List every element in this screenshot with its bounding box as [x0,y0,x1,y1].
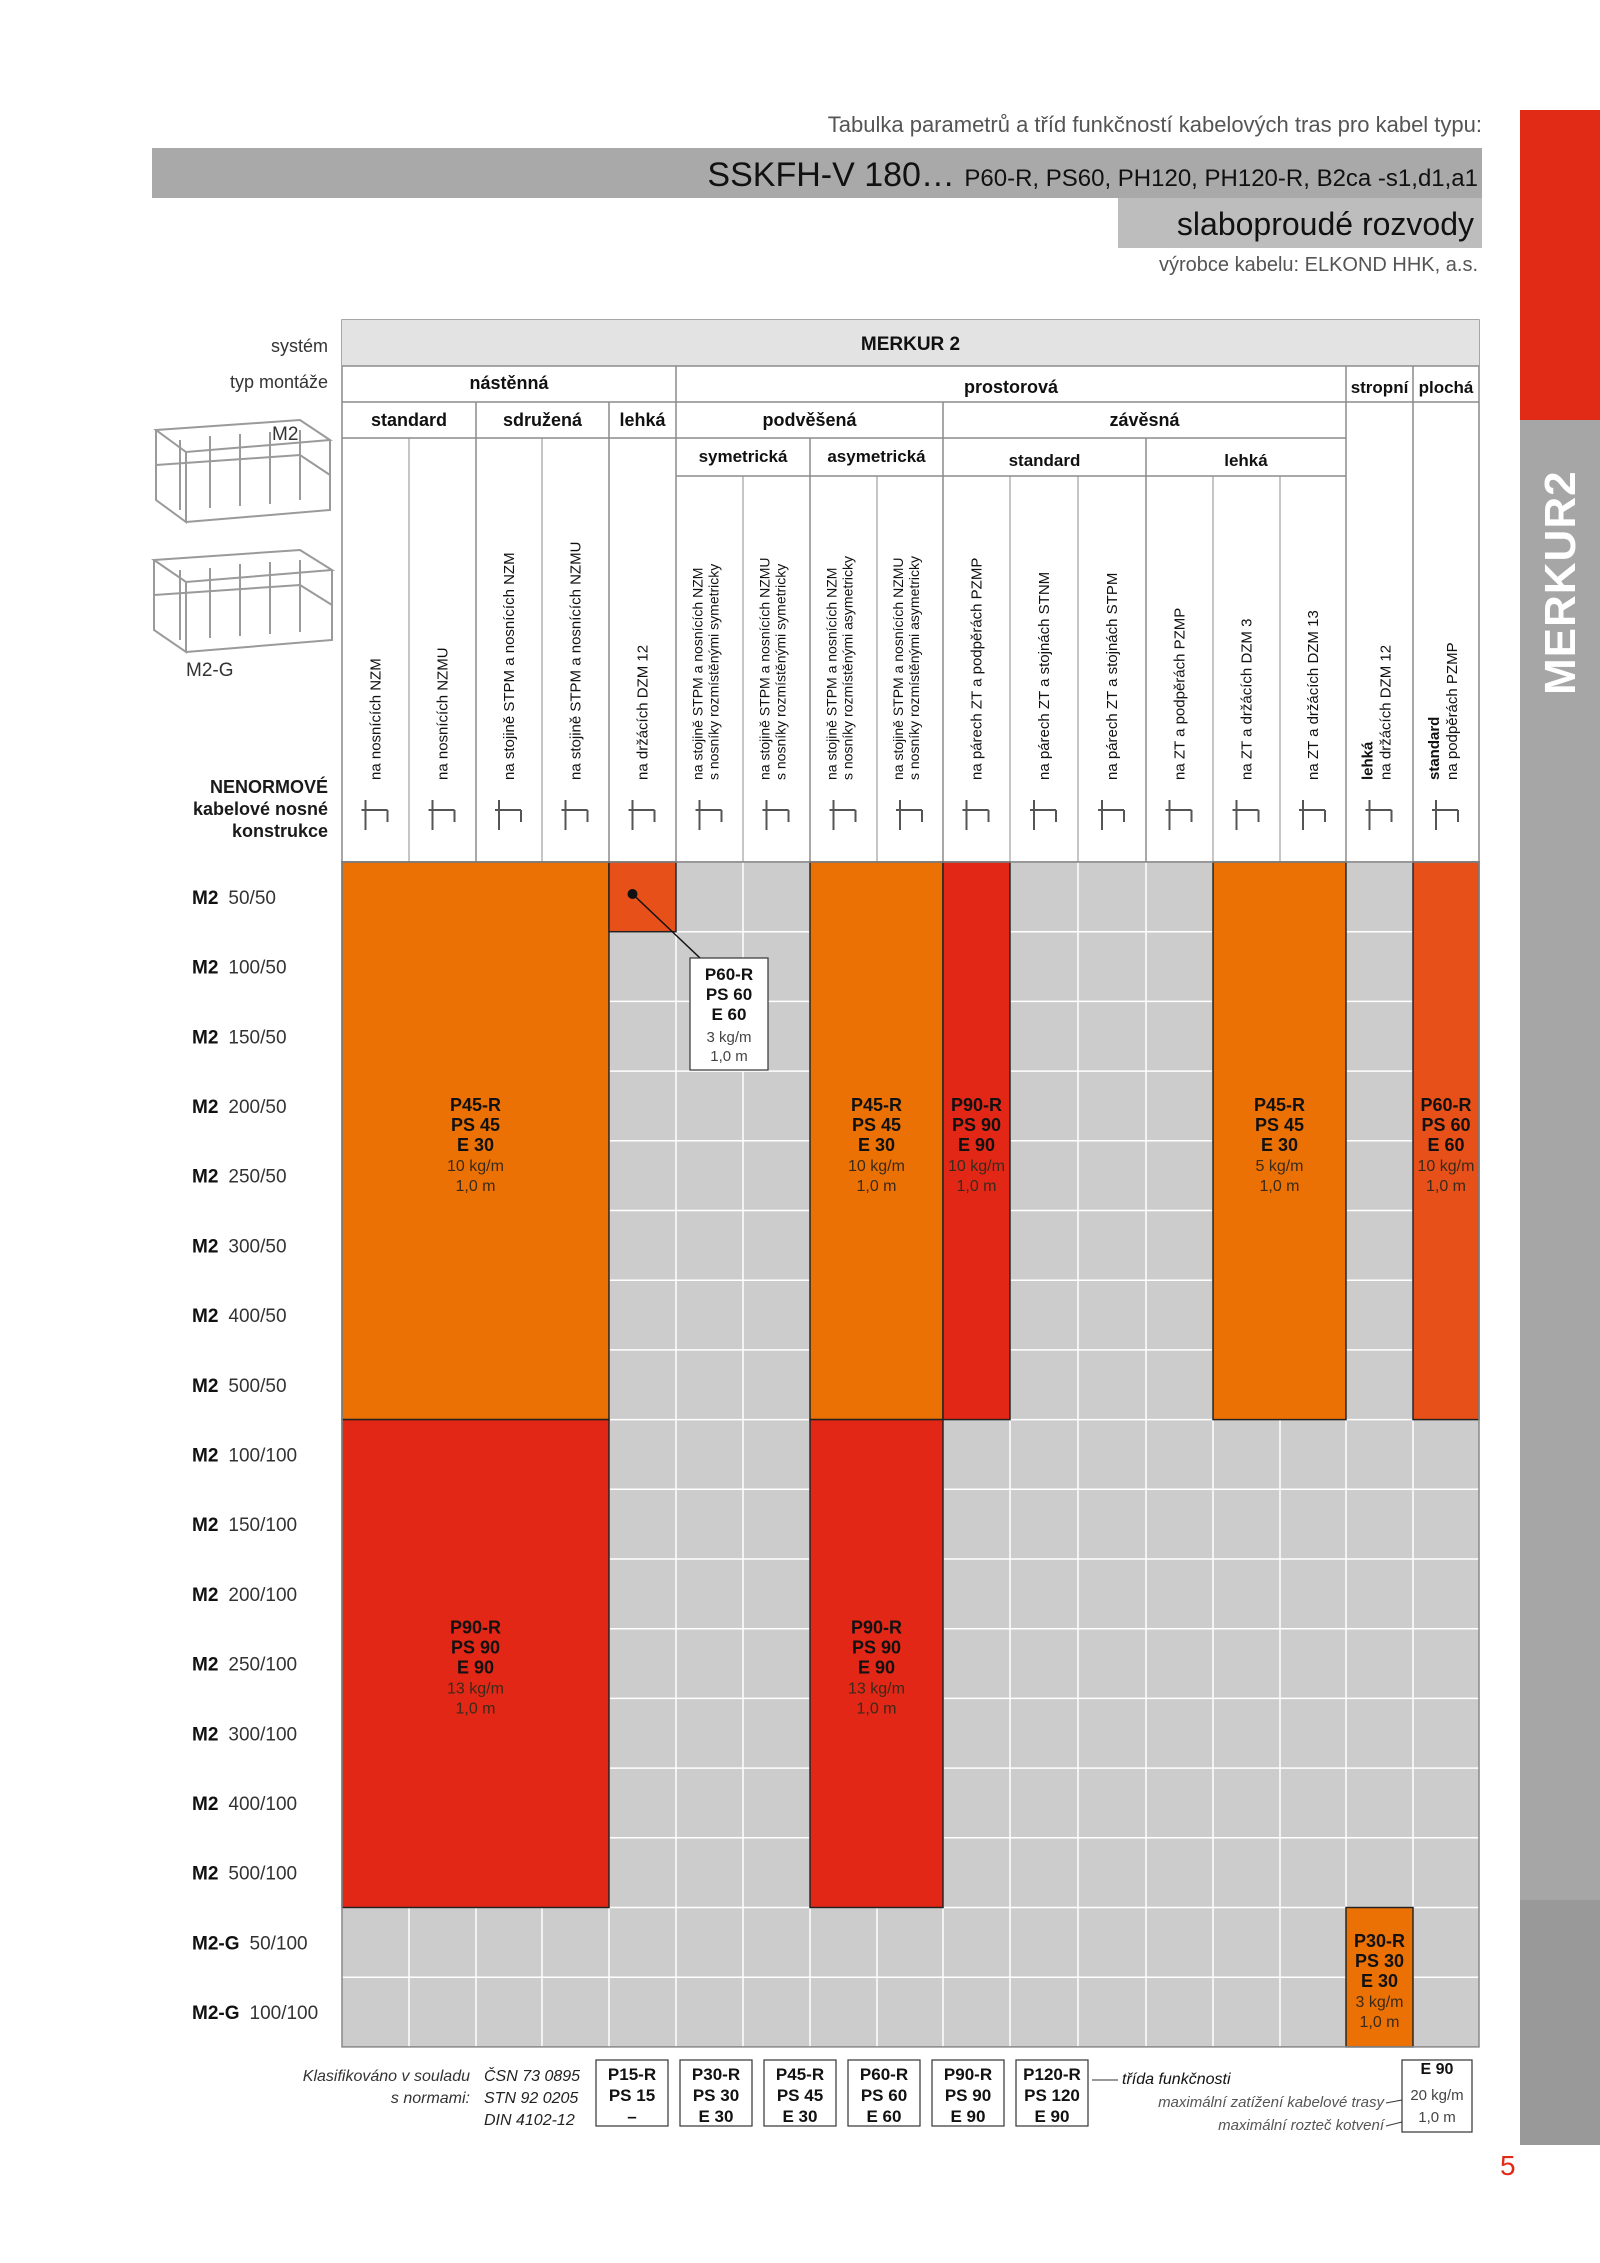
legend-load-label: maximální zatížení kabelové trasy [1158,2094,1384,2111]
legend-box-0-line-0: P15-R [607,2065,657,2084]
col-label-12: na ZT a podpěrách PZMP [1171,607,1189,780]
col-label-14: na ZT a držácích DZM 13 [1305,610,1322,780]
label-system: systém [270,336,328,356]
legend-box-4-line-0: P90-R [943,2065,993,2084]
legend-box-5-line-1: PS 120 [1024,2086,1080,2105]
col-label-15: na držácích DZM 12 [1377,644,1395,780]
col-label-0: na nosnících NZM [367,658,385,780]
subgroup-suspended: podvěšená [762,410,857,430]
legend-box-2-line-1: PS 45 [776,2086,824,2105]
subgroup-light: lehká [619,410,666,430]
class-block-1 [609,862,676,932]
legend-sample-span: 1,0 m [1418,2109,1456,2126]
block-8-class-1: PS 30 [1354,1951,1405,1972]
group-spatial: prostorová [963,377,1059,397]
legend-box-1-line-2: E 30 [698,2107,734,2126]
cable-main: SSKFH-V 180… [707,156,955,194]
col-label-3: na stojině STPM a nosnících NZMU [567,541,585,780]
legend-intro [240,2066,470,2110]
row-label-16 [192,2003,318,2024]
block-2-class-0: P45-R [850,1094,903,1115]
row-tray-type: M2 [192,1306,219,1328]
system-header: MERKUR 2 [860,334,961,355]
row-tray-type: M2 [192,887,219,909]
col-label-15-bold: lehká [1359,741,1377,780]
block-2-class-1: PS 45 [851,1114,902,1135]
intro-text: Tabulka parametrů a tříd funkčností kabelových tras pro kabel typu: [827,112,1482,137]
legend-box-2-line-2: E 30 [782,2107,818,2126]
block-4-span: 1,0 m [1259,1177,1300,1195]
group-ceiling: stropní [1350,378,1409,397]
row-label-8 [192,1445,297,1466]
col-label-2: na stojině STPM a nosnících NZM [501,552,518,780]
row-label-4 [192,1167,287,1188]
row-tray-size: 150/100 [228,1515,298,1537]
col-label-16: na podpěrách PZMP [1444,642,1461,780]
manufacturer: výrobce kabelu: ELKOND HHK, a.s. [1158,254,1478,276]
row-label-10 [192,1585,297,1606]
col-label-7-a: na stojině STPM a nosnících NZM [823,567,840,780]
row-tray-type: M2 [192,1166,219,1188]
row-label-13 [192,1794,297,1815]
row-tray-size: 50/50 [228,887,276,909]
label-nonstandard-1: NENORMOVÉ [209,777,328,797]
legend-intro-2: s normami: [390,2090,470,2107]
legend-box-4-line-2: E 90 [950,2107,986,2126]
block-0-class-0: P45-R [449,1094,502,1115]
block-7-class-0: P90-R [850,1617,903,1638]
block-3-class-1: PS 90 [951,1114,1002,1135]
row-label-2 [192,1027,287,1048]
label-tray-m2g: M2-G [186,660,234,681]
legend-box-2-line-0: P45-R [775,2065,825,2084]
row-tray-type: M2 [192,1236,219,1258]
row-label-6 [192,1306,287,1327]
legend-box-5-line-2: E 90 [1034,2107,1070,2126]
subgroup-hanging: závěsná [1109,410,1180,430]
row-tray-type: M2 [192,1515,219,1537]
block-0-span: 1,0 m [455,1177,496,1195]
block-2-class-2: E 30 [857,1134,896,1155]
row-tray-size: 500/50 [228,1375,287,1397]
legend-box-5-line-0: P120-R [1023,2065,1081,2084]
legend-standard-csn: ČSN 73 0895 [484,2068,581,2085]
callout-load: 3 kg/m [706,1029,752,1046]
sub2-symmetric: symetrická [698,447,788,466]
block-8-load: 3 kg/m [1355,1994,1404,2012]
block-7-span: 1,0 m [856,1700,897,1718]
col-label-8-a: na stojině STPM a nosnících NZMU [890,557,906,780]
row-tray-type: M2-G [192,2003,240,2025]
legend-box-1-line-0: P30-R [691,2065,741,2084]
row-tray-size: 100/100 [228,1445,298,1467]
row-label-12 [192,1724,297,1745]
block-5-class-2: E 60 [1427,1134,1465,1155]
block-7-class-1: PS 90 [851,1637,902,1658]
row-tray-size: 150/50 [228,1027,287,1049]
block-3-class-0: P90-R [950,1094,1003,1115]
block-3-load: 10 kg/m [948,1157,1005,1175]
block-5-load: 10 kg/m [1417,1157,1475,1175]
block-4-load: 5 kg/m [1255,1157,1304,1175]
label-nonstandard-2: kabelové nosné [192,799,328,819]
row-tray-type: M2 [192,1445,219,1467]
row-label-5 [192,1236,287,1257]
col-label-10: na párech ZT a stojnách STNM [1036,571,1053,780]
block-6-span: 1,0 m [455,1700,496,1718]
row-tray-type: M2 [192,1584,219,1606]
block-7-class-2: E 90 [857,1657,896,1678]
label-mount-type: typ montáže [229,372,328,392]
legend-span-label: maximální rozteč kotvení [1218,2117,1384,2134]
legend-standards [484,2066,580,2132]
legend-span-leader [1386,2122,1402,2126]
legend-class-label: třída funkčnosti [1122,2071,1231,2088]
row-label-7 [192,1376,287,1397]
sub2-light: lehká [1224,451,1268,470]
block-2-span: 1,0 m [856,1177,897,1195]
group-flat: plochá [1418,378,1474,397]
col-label-16-bold: standard [1426,716,1443,780]
block-0-class-2: E 30 [456,1134,495,1155]
block-5-span: 1,0 m [1425,1177,1467,1195]
col-label-11: na párech ZT a stojnách STPM [1104,572,1121,780]
row-label-1 [192,958,287,979]
legend-sample-load: 20 kg/m [1410,2087,1464,2104]
legend-load-leader [1386,2100,1402,2103]
subtitle: slaboproudé rozvody [1176,206,1474,242]
legend-box-3-line-2: E 60 [866,2107,902,2126]
legend-box-3-line-0: P60-R [859,2065,909,2084]
row-tray-size: 250/100 [228,1654,298,1676]
callout-class-0: P60-R [704,965,754,984]
row-tray-type: M2 [192,1375,219,1397]
row-tray-size: 250/50 [228,1166,287,1188]
page-number: 5 [1500,2150,1516,2181]
col-label-8-b: s nosníky rozmístěnými asymetricky [906,555,922,780]
row-label-15 [192,1933,308,1954]
row-tray-size: 100/100 [249,2003,319,2025]
block-4-class-1: PS 45 [1254,1114,1305,1135]
block-6-load: 13 kg/m [447,1680,504,1698]
block-5-class-0: P60-R [1420,1094,1472,1115]
legend-box-0-line-2: – [627,2107,637,2126]
block-6-class-1: PS 90 [450,1637,501,1658]
block-3-class-2: E 90 [957,1134,996,1155]
block-6-class-2: E 90 [456,1657,495,1678]
block-6-class-0: P90-R [449,1617,502,1638]
col-label-5-b: s nosníky rozmístěnými symetricky [705,563,722,780]
row-tray-size: 500/100 [228,1863,298,1885]
legend-standard-stn: STN 92 0205 [484,2090,579,2107]
callout-span: 1,0 m [710,1048,748,1065]
row-tray-type: M2 [192,1027,219,1049]
block-8-class-0: P30-R [1353,1931,1406,1952]
label-nonstandard-3: konstrukce [231,821,328,841]
label-tray-m2: M2 [272,424,299,445]
row-tray-type: M2 [192,1793,219,1815]
callout-class-1: PS 60 [705,985,753,1004]
row-tray-type: M2 [192,1724,219,1746]
row-tray-type: M2 [192,1863,219,1885]
legend-sample-class: E 90 [1420,2061,1454,2078]
row-tray-size: 200/50 [228,1096,287,1118]
subgroup-combined: sdružená [502,410,583,430]
block-0-class-1: PS 45 [450,1114,501,1135]
row-label-3 [192,1097,287,1118]
row-tray-size: 200/100 [228,1584,298,1606]
col-label-7-b: s nosníky rozmístěnými asymetricky [839,555,856,780]
legend-box-1-line-1: PS 30 [692,2086,740,2105]
col-label-13: na ZT a držácích DZM 3 [1238,618,1256,780]
row-tray-type: M2-G [192,1933,240,1955]
row-tray-size: 400/50 [228,1306,287,1328]
legend-box-4-line-1: PS 90 [944,2086,992,2105]
legend-box-3-line-1: PS 60 [860,2086,908,2105]
legend-standard-din: DIN 4102-12 [484,2112,575,2129]
brand-logo-text: MERKUR2 [1536,470,1585,695]
row-tray-type: M2 [192,1096,219,1118]
col-label-4: na držácích DZM 12 [634,644,652,780]
row-tray-size: 400/100 [228,1793,298,1815]
block-5-class-1: PS 60 [1421,1114,1471,1135]
col-label-5-a: na stojině STPM a nosnících NZM [689,567,706,780]
row-tray-size: 300/100 [228,1724,298,1746]
block-0-load: 10 kg/m [447,1157,504,1175]
cable-classes: P60-R, PS60, PH120, PH120-R, B2ca -s1,d1,a1 [964,165,1478,192]
block-7-load: 13 kg/m [848,1680,905,1698]
row-tray-type: M2 [192,1654,219,1676]
row-label-11 [192,1655,297,1676]
block-4-class-0: P45-R [1253,1094,1306,1115]
legend-box-0-line-1: PS 15 [608,2086,656,2105]
block-2-load: 10 kg/m [848,1157,905,1175]
legend-intro-1: Klasifikováno v souladu [302,2068,470,2085]
sub2-asymmetric: asymetrická [827,447,926,466]
block-4-class-2: E 30 [1260,1134,1299,1155]
row-tray-type: M2 [192,957,219,979]
block-3-span: 1,0 m [956,1177,997,1195]
block-8-class-2: E 30 [1360,1971,1399,1992]
col-label-6-a: na stojině STPM a nosnících NZMU [756,557,773,780]
row-tray-size: 100/50 [228,957,287,979]
subgroup-standard: standard [370,410,448,430]
group-wall: nástěnná [469,373,549,393]
sub2-standard: standard [1008,451,1081,470]
block-8-span: 1,0 m [1359,2014,1400,2032]
row-tray-size: 300/50 [228,1236,287,1258]
col-label-6-b: s nosníky rozmístěnými symetricky [772,563,789,780]
row-label-0 [192,888,276,909]
row-label-9 [192,1515,297,1536]
callout-class-2: E 60 [711,1005,747,1024]
row-tray-size: 50/100 [249,1933,308,1955]
col-label-1: na nosnících NZMU [434,647,452,780]
col-label-9: na párech ZT a podpěrách PZMP [968,557,986,780]
row-label-14 [192,1864,297,1885]
